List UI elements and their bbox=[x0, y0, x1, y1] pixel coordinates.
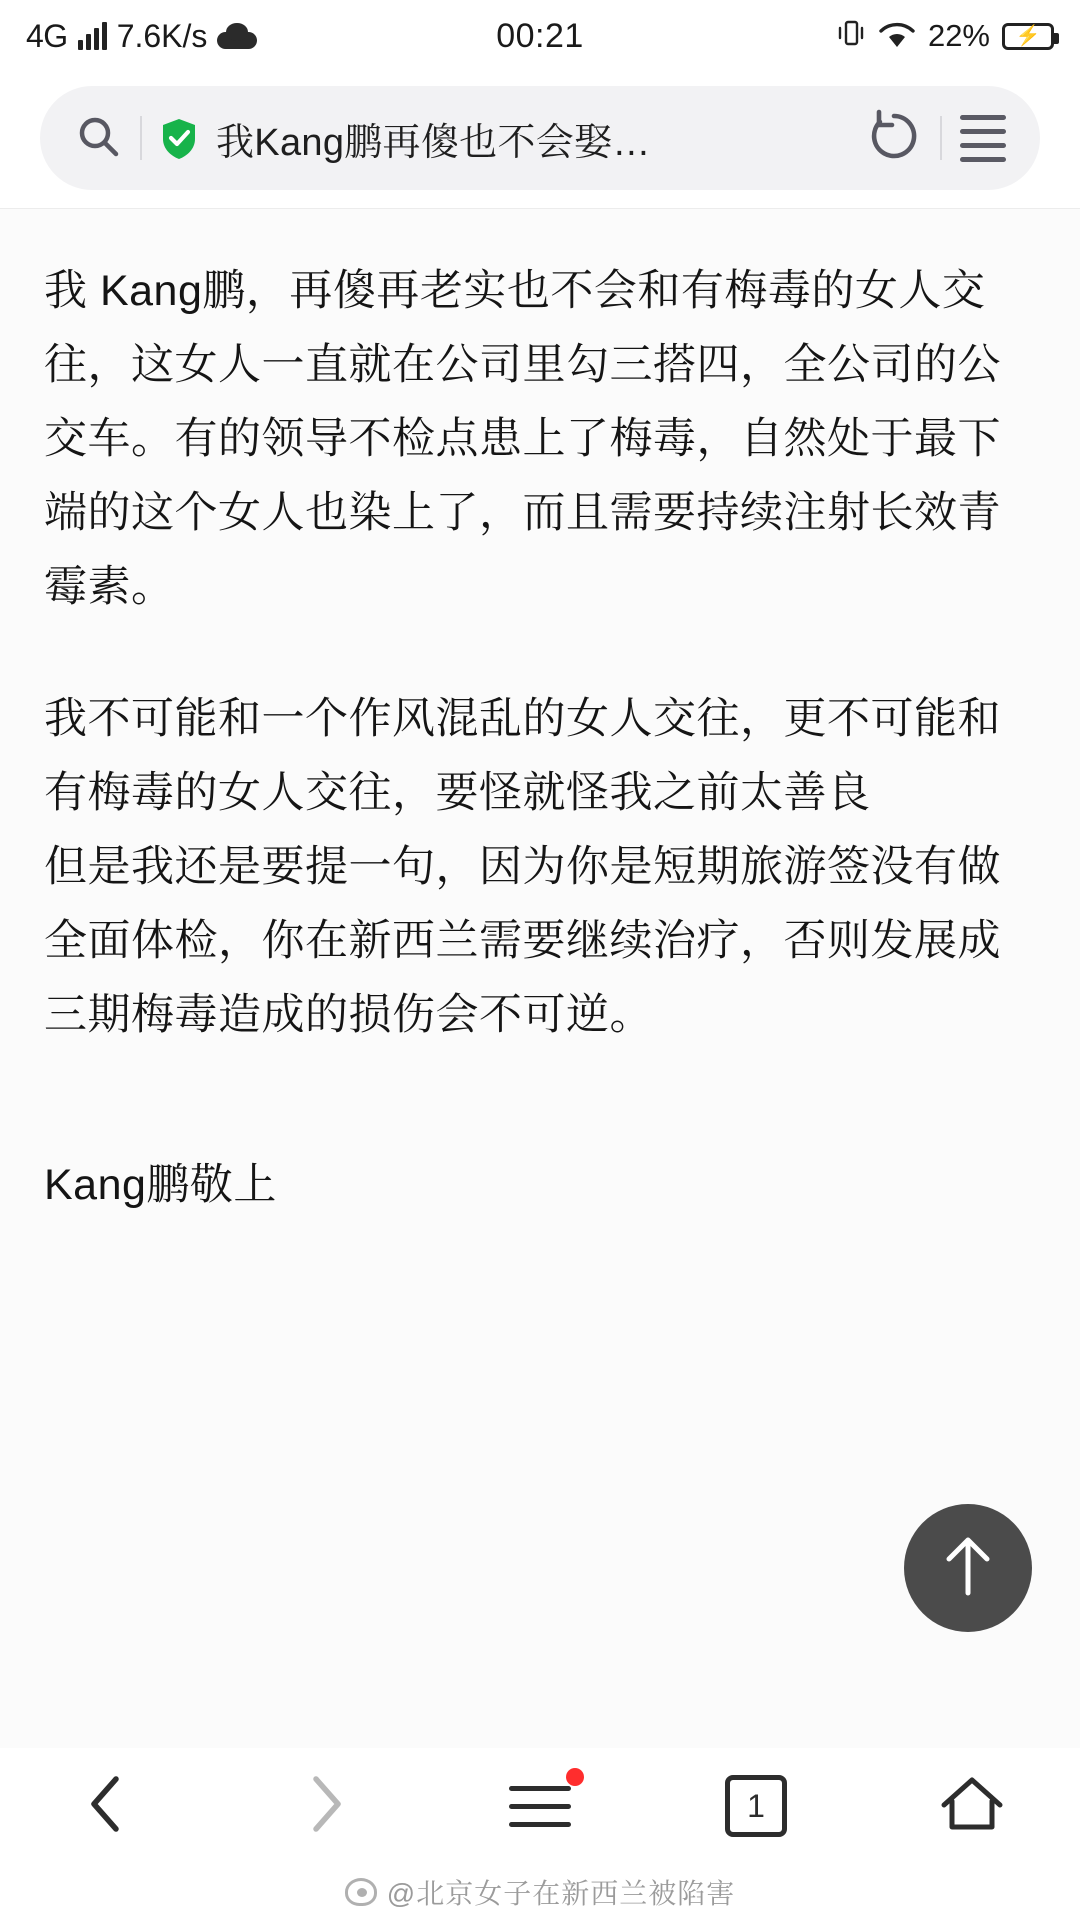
hamburger-menu-icon[interactable] bbox=[960, 115, 1006, 162]
nav-back-button[interactable] bbox=[38, 1756, 178, 1856]
hamburger-menu-icon bbox=[509, 1786, 571, 1827]
browser-toolbar bbox=[0, 72, 1080, 208]
article-signature: Kang鹏敬上 bbox=[44, 1160, 277, 1209]
search-icon[interactable] bbox=[74, 112, 122, 165]
battery-charging-icon: ⚡ bbox=[1002, 23, 1054, 50]
nav-home-button[interactable] bbox=[902, 1756, 1042, 1856]
toolbar-divider bbox=[140, 116, 142, 160]
nav-forward-button[interactable] bbox=[254, 1756, 394, 1856]
article-paragraph-3: 但是我还是要提一句，因为你是短期旅游签没有做全面体检，你在新西兰需要继续治疗，否则发展成三期梅毒造成的损伤会不可逆。 bbox=[44, 842, 1001, 1039]
article-paragraph-2: 我不可能和一个作风混乱的女人交往，更不可能和有梅毒的女人交往，要怪就怪我之前太善良 bbox=[44, 694, 1001, 817]
status-bar bbox=[0, 0, 1080, 72]
tab-count-badge: 1 bbox=[725, 1775, 787, 1837]
vibrate-icon bbox=[836, 18, 866, 55]
article-paragraph-1: 我 Kang鹏，再傻再老实也不会和有梅毒的女人交往，这女人一直就在公司里勾三搭四，全公司的公交车。有的领导不检点患上了梅毒，自然处于最下端的这个女人也染上了，而且需要持续注射长效青霉素。 bbox=[44, 267, 1001, 611]
notification-dot-icon bbox=[566, 1768, 584, 1786]
browser-bottom-nav bbox=[0, 1750, 1080, 1862]
status-bar-left bbox=[26, 18, 496, 55]
cloud-icon bbox=[217, 23, 257, 49]
network-speed-label: 7.6K/s bbox=[116, 17, 208, 54]
wifi-icon bbox=[878, 21, 916, 51]
status-bar-center bbox=[496, 17, 584, 56]
arrow-up-icon bbox=[935, 1531, 1001, 1606]
chevron-right-icon bbox=[298, 1773, 350, 1840]
toolbar-divider-2 bbox=[940, 116, 942, 160]
status-bar-right bbox=[584, 18, 1054, 55]
page-title-text[interactable]: 我Kang鹏再傻也不会娶… bbox=[216, 121, 651, 164]
battery-percent-label: 22% bbox=[927, 18, 990, 53]
weibo-icon bbox=[345, 1878, 377, 1906]
nav-tabs-button[interactable] bbox=[686, 1756, 826, 1856]
article-content bbox=[0, 208, 1080, 1748]
reload-icon[interactable] bbox=[866, 108, 922, 169]
watermark bbox=[0, 1872, 1080, 1912]
signal-bars-icon bbox=[78, 22, 107, 50]
watermark-text: @北京女子在新西兰被陷害 bbox=[386, 1878, 736, 1909]
scroll-to-top-button[interactable] bbox=[904, 1504, 1032, 1632]
shield-check-icon bbox=[160, 117, 198, 159]
address-bar[interactable] bbox=[40, 86, 1040, 190]
network-type-label: 4G bbox=[26, 17, 68, 54]
clock-label: 00:21 bbox=[496, 16, 584, 55]
home-icon bbox=[938, 1773, 1006, 1840]
nav-menu-button[interactable] bbox=[470, 1756, 610, 1856]
chevron-left-icon bbox=[82, 1773, 134, 1840]
